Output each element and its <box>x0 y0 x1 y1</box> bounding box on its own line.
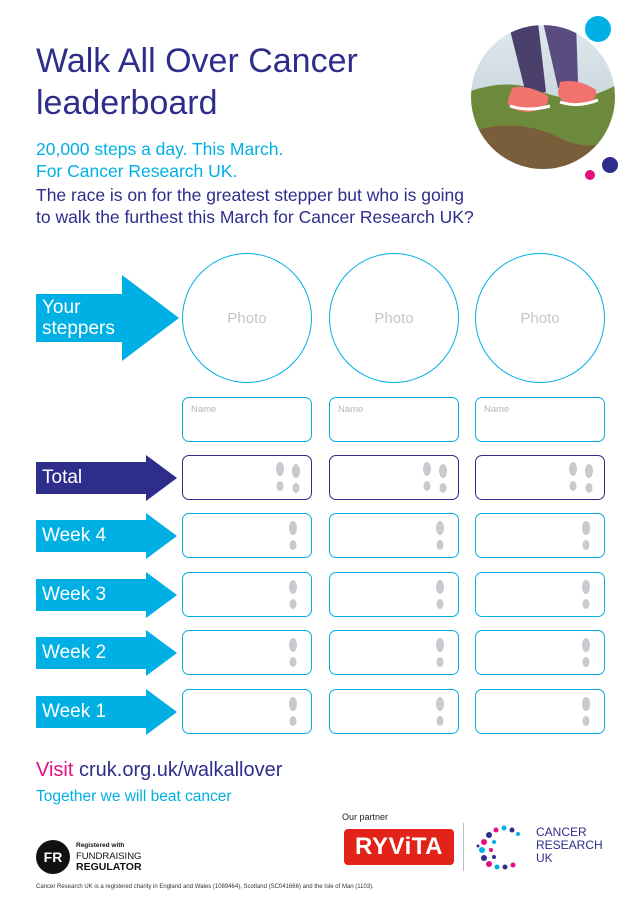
row-label-week-4: Week 4 <box>42 525 107 546</box>
tagline-line-2: For Cancer Research UK. <box>36 161 238 181</box>
decorative-dot-icon <box>578 12 618 48</box>
partner-label: Our partner <box>342 812 389 822</box>
total-field-1[interactable] <box>182 455 312 500</box>
intro-text <box>36 184 556 228</box>
week-3-field-3[interactable] <box>475 572 605 617</box>
visit-word: Visit <box>36 759 74 781</box>
name-placeholder: Name <box>338 404 364 415</box>
week-1-field-1[interactable] <box>182 689 312 734</box>
name-placeholder: Name <box>484 404 510 415</box>
photo-slot-2[interactable] <box>329 253 459 383</box>
steppers-label-line-2: steppers <box>42 318 115 339</box>
photo-placeholder: Photo <box>374 309 414 327</box>
title-line-2: leaderboard <box>36 84 218 122</box>
footprint-icon <box>430 577 450 613</box>
fr-line-2: REGULATOR <box>76 861 142 873</box>
page-title <box>36 40 456 124</box>
week-4-field-1[interactable] <box>182 513 312 558</box>
footprints-icon <box>271 460 305 496</box>
ryvita-logo: RYViTA <box>344 829 454 865</box>
footprint-icon <box>576 635 596 671</box>
cruk-line-3: UK <box>536 851 553 865</box>
week-1-field-2[interactable] <box>329 689 459 734</box>
week-2-field-2[interactable] <box>329 630 459 675</box>
footprint-icon <box>576 518 596 554</box>
photo-placeholder: Photo <box>227 309 267 327</box>
row-label-week-2: Week 2 <box>42 642 107 663</box>
logo-divider <box>463 823 464 871</box>
visit-url-link[interactable]: cruk.org.uk/walkallover <box>78 759 283 781</box>
footprints-icon <box>418 460 452 496</box>
intro-line-2: to walk the furthest this March for Cancer Research UK? <box>36 207 474 227</box>
footprint-icon <box>576 577 596 613</box>
steppers-label-line-1: Your <box>42 297 81 318</box>
footprint-icon <box>283 635 303 671</box>
tagline-line-1: 20,000 steps a day. This March. <box>36 139 284 159</box>
week-3-field-1[interactable] <box>182 572 312 617</box>
footprint-icon <box>283 577 303 613</box>
fr-badge-text: FR <box>43 849 63 865</box>
name-field-2[interactable] <box>329 397 459 442</box>
week-3-field-2[interactable] <box>329 572 459 617</box>
name-placeholder: Name <box>191 404 217 415</box>
title-line-1: Walk All Over Cancer <box>36 42 358 80</box>
week-4-field-3[interactable] <box>475 513 605 558</box>
slogan: Together we will beat cancer <box>36 788 232 805</box>
row-label-week-1: Week 1 <box>42 701 107 722</box>
decorative-dot-icon <box>580 150 624 188</box>
week-2-field-1[interactable] <box>182 630 312 675</box>
name-field-1[interactable] <box>182 397 312 442</box>
footprint-icon <box>576 694 596 730</box>
footprint-icon <box>430 518 450 554</box>
cruk-line-1: CANCER <box>536 825 587 839</box>
fr-line-1: FUNDRAISING <box>76 851 142 862</box>
legal-text: Cancer Research UK is a registered charity in England and Wales (1089464), Scotland (SC041666) and the Isle of Man (1103). <box>36 884 374 890</box>
fr-badge-icon <box>36 840 70 874</box>
week-4-field-2[interactable] <box>329 513 459 558</box>
cruk-wordmark <box>536 826 603 865</box>
steppers-label <box>42 297 115 339</box>
visit-line <box>36 759 282 782</box>
name-field-3[interactable] <box>475 397 605 442</box>
photo-slot-3[interactable] <box>475 253 605 383</box>
total-field-3[interactable] <box>475 455 605 500</box>
row-label-total: Total <box>42 467 83 488</box>
cruk-logo-icon <box>474 822 532 872</box>
photo-slot-1[interactable] <box>182 253 312 383</box>
footprint-icon <box>283 518 303 554</box>
footprint-icon <box>283 694 303 730</box>
week-1-field-3[interactable] <box>475 689 605 734</box>
intro-line-1: The race is on for the greatest stepper but who is going <box>36 185 465 205</box>
footprints-icon <box>564 460 598 496</box>
fr-registered: Registered with <box>76 842 125 849</box>
footprint-icon <box>430 635 450 671</box>
total-field-2[interactable] <box>329 455 459 500</box>
week-2-field-3[interactable] <box>475 630 605 675</box>
row-label-week-3: Week 3 <box>42 584 107 605</box>
photo-placeholder: Photo <box>520 309 560 327</box>
cruk-line-2: RESEARCH <box>536 838 603 852</box>
footprint-icon <box>430 694 450 730</box>
